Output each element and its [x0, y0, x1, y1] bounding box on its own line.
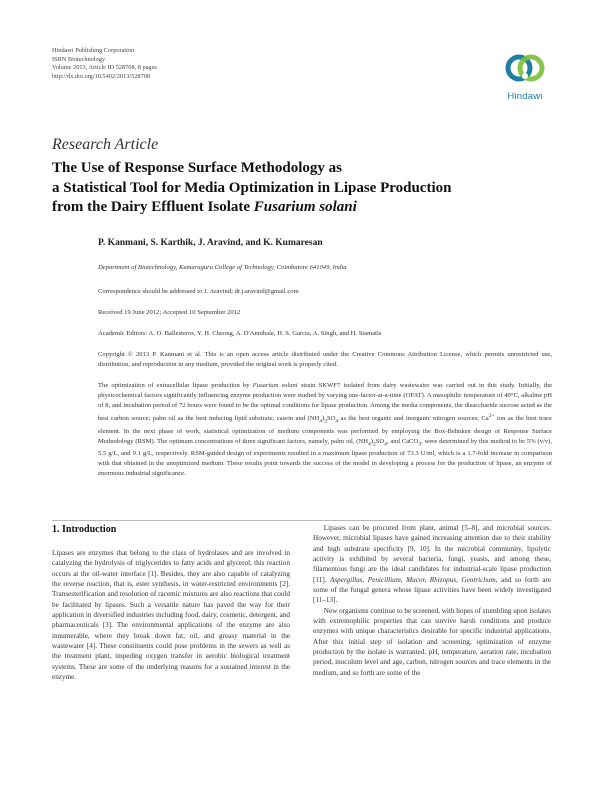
abstract-text-5: as the best organic and inorganic nitrogen sources; Ca — [338, 415, 489, 423]
abstract-text-7: ) — [370, 437, 373, 445]
intro-text: Lipases can be procured from plant, animal [5–8], and microbial sources. However, microbial lipases have gained increasing attention due to their stability and high substrate specificity [9, 10]. In the microbial community, lipolytic activity is exhibited by several bacteria, fungi, yeasts, and among these, filamentous fungi are the ideal candidates for industrial-scale lipase production [11]. — [313, 524, 551, 584]
journal-name: ISRN Biotechnology — [52, 55, 105, 63]
section-heading-introduction: 1. Introduction — [52, 524, 117, 535]
author-list: P. Kanmani, S. Karthik, J. Aravind, and K. Kumaresan — [98, 238, 323, 248]
abstract-text-9: , and CaCO — [386, 437, 419, 445]
subscript: 4 — [368, 440, 371, 447]
fungal-genera: Aspergillus, Penicillium, Mucor, Rhizopus, Geotrichum, — [329, 575, 498, 584]
correspondence: Correspondence should be addressed to J. Aravind; dr.j.aravind@gmail.com — [98, 288, 299, 295]
subscript: 4 — [319, 418, 322, 425]
abstract-text-6: ion as the best trace element. In the next phase of work, statistical optimization of medium components was performed by employing the Box-Behnken design of Response Surface Methodology (RSM). The optimum concentrations of three significant factors, namely, palm oil, (NH — [98, 415, 552, 445]
abstract — [98, 381, 552, 479]
academic-editors: Academic Editors: A. O. Ballesteros, Y. H. Cheong, A. D'Annibale, H. S. Garcia, A. Singh, and H. Stamatis — [98, 330, 382, 337]
affiliation: Department of Biotechnology, Kumaraguru College of Technology, Coimbatore 641049, India — [98, 264, 347, 271]
abstract-text-1: The optimization of extracellular lipase production by — [98, 382, 250, 389]
subscript: 4 — [384, 440, 387, 447]
volume-info: Volume 2013, Article ID 528708, 8 pages — [52, 64, 157, 72]
received-accepted-dates: Received 19 June 2012; Accepted 10 September 2012 — [98, 309, 241, 316]
hindawi-logo-text: Hindawi — [507, 91, 543, 102]
title-line-1: The Use of Response Surface Methodology as — [52, 160, 342, 176]
abstract-text-2: strain SKWF7 isolated from dairy wastewater was carried out in this study. Initially, the physicochemical factors significantly influencing enzyme production were studied by varying one-factor-at-a-time (OFAT). A mesophilic temperature of 40°C, alkaline pH of 8, and incubation period of 72 hours were found to be the optimal conditions for lipase production. Among the media components, the disaccharide sucrose acted as the best carbon source; palm oil as the best inducing lipid substrate; casein and (NH — [98, 382, 552, 423]
abstract-text-3: ) — [321, 415, 325, 423]
intro-paragraph: Lipases are enzymes that belong to the class of hydrolases and are involved in catalyzing the hydrolysis of triglycerides to fatty acids and glycerol, this reaction occurs at the oil-water interface [1]. Besides, they are also capable of catalyzing the reverse reaction, that is, ester synthesis, in water-restricted environments [2]. Transesterification and resolution of racemic mixtures are also reactions that could be facilitated by lipases. Such a versatile nature has paved the way for their application in diversified industries including food, dairy, cosmetic, detergent, and pharmaceuticals [3]. The environmental applications of the enzyme are also innumerable, where they break down fat, oil, and greasy material in the wastewater [4]. These constituents could pose problems in the sewers as well as the treatment plant, impeding oxygen transfer in aerobic biological treatment systems. These are some of the underlying reasons for a sustained interest in the enzyme. — [52, 549, 290, 682]
title-line-2: a Statistical Tool for Media Optimization in Lipase Production — [52, 179, 452, 196]
article-type: Research Article — [52, 136, 159, 153]
copyright-notice: Copyright © 2013 P. Kanmani et al. This is an open access article distributed under the Creative Commons Attribution License, which permits unrestricted use, distribution, and reproduction in any medium, provided the original work is properly cited. — [98, 351, 552, 368]
abstract-text-8: SO — [375, 437, 385, 445]
abstract-text-10: , were determined by this method to be 5% (v/v), 5.5 g/L, and 0.1 g/L, respectively. RSM-guided design of experiments resulted in a maximum lipase production of 73.3 U/ml, which is a 1.7-fold increase in comparison with that obtained in the unoptimized medium. These results point towards the success of the model in developing a process for the production of lipase, an enzyme of enormous industrial significance. — [98, 437, 553, 477]
intro-text: and so forth are some of the fungal genera whose lipase activities have been widely investigated [11–13]. — [313, 575, 551, 605]
intro-paragraph — [313, 606, 551, 678]
section-divider — [52, 520, 552, 521]
superscript: 2+ — [488, 413, 495, 419]
paper-title — [52, 159, 552, 218]
publisher-name: Hindawi Publishing Corporation — [52, 47, 135, 54]
subscript: 3 — [418, 440, 421, 447]
subscript: 4 — [335, 418, 339, 425]
title-organism: Fusarium solani — [253, 199, 357, 215]
intro-paragraph — [313, 523, 551, 606]
subscript: 2 — [324, 418, 327, 425]
title-line-3-prefix: from the Dairy Effluent Isolate — [52, 199, 254, 215]
doi-link[interactable]: http://dx.doi.org/10.5402/2013/528708 — [52, 73, 151, 81]
journal-header — [52, 47, 157, 82]
title-line-3 — [52, 198, 552, 218]
intro-column-right — [313, 523, 551, 678]
abstract-text-4: SO — [326, 415, 336, 423]
abstract-organism: Fusarium solani — [252, 382, 298, 389]
intro-text: New organisms continue to be screened, with hopes of stumbling upon isolates with extremophilic properties that can survive harsh conditions and produce enzymes with unique characteristics desirable for specific industrial applications. After this initial step of isolation and screening, optimization of enzyme production by the isolate is warranted. pH, temperature, aeration rate, incubation period, inoculum level and age, carbon, nitrogen sources and trace elements in the medium, and so forth are some of the — [313, 606, 551, 677]
subscript: 2 — [372, 440, 376, 447]
intro-column-left — [52, 548, 290, 682]
